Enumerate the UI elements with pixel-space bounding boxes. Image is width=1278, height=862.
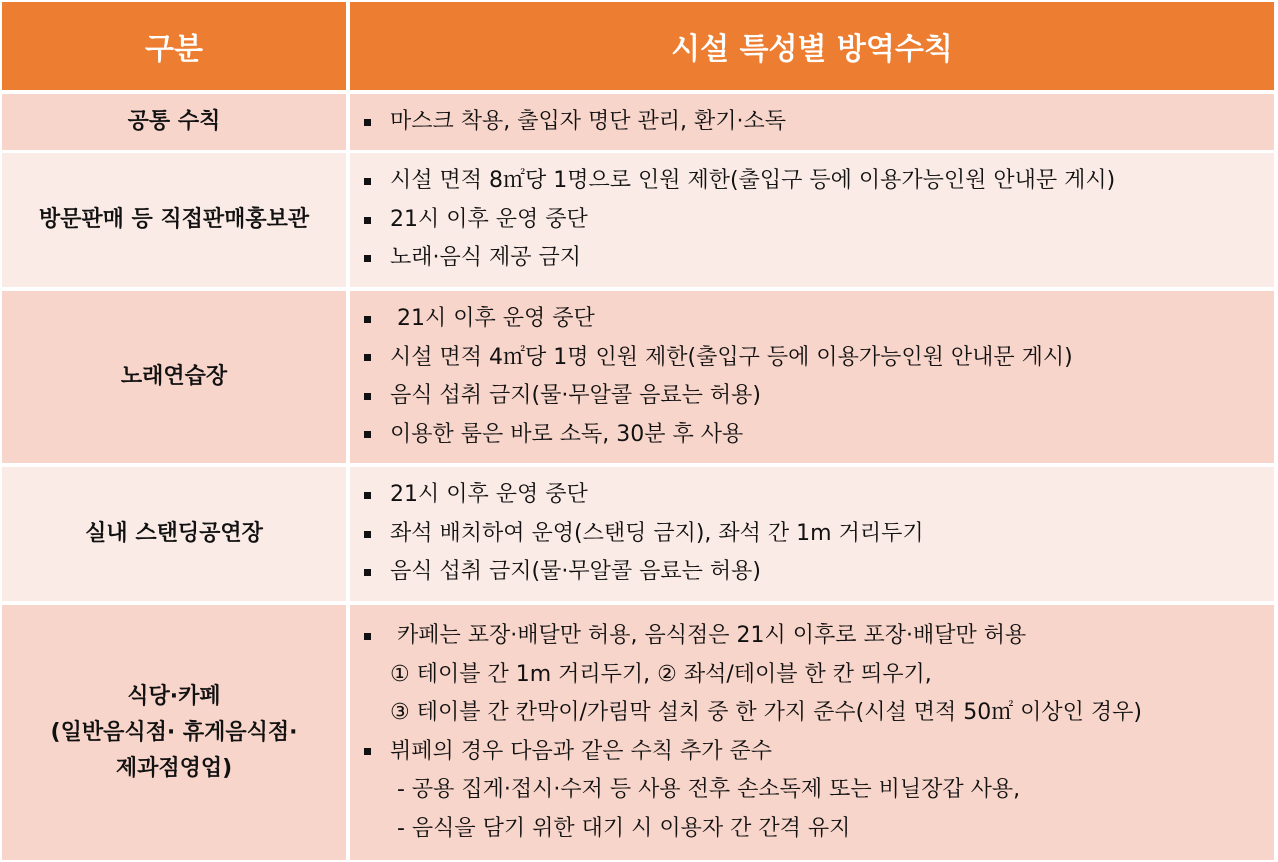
rule-text: 이용한 룸은 바로 소독, 30분 후 사용 <box>390 421 744 447</box>
category-cell <box>2 605 346 860</box>
rules-cell <box>350 605 1274 860</box>
rule-text: 좌석 배치하여 운영(스탠딩 금지), 좌석 간 1m 거리두기 <box>390 520 924 546</box>
category-label: (일반음식점· 휴게음식점· <box>50 719 298 745</box>
rules-cell <box>350 467 1274 601</box>
rule-item <box>362 103 1274 142</box>
rule-item <box>362 300 1274 339</box>
square-bullet-icon <box>364 431 371 438</box>
header-category-label: 구분 <box>145 32 203 67</box>
rule-item <box>362 162 1274 201</box>
rule-text: 21시 이후 운영 중단 <box>390 482 588 508</box>
square-bullet-icon <box>364 633 371 640</box>
table-header-row <box>0 2 1278 90</box>
rule-text: - 공용 집게·접시·수저 등 사용 전후 손소독제 또는 비닐장갑 사용, <box>390 777 1021 802</box>
square-bullet-icon <box>364 316 371 323</box>
rule-subitem <box>362 771 1274 810</box>
category-label: 실내 스탠딩공연장 <box>85 521 263 546</box>
rule-item <box>362 377 1274 416</box>
rule-item <box>362 617 1274 656</box>
category-label: 공통 수칙 <box>127 109 221 134</box>
rule-text: 뷔페의 경우 다음과 같은 수칙 추가 준수 <box>390 738 772 764</box>
rule-subitem <box>362 810 1274 849</box>
table-row-standing-venue <box>0 467 1278 601</box>
rule-text: 21시 이후 운영 중단 <box>390 206 588 232</box>
rules-cell <box>350 291 1274 463</box>
square-bullet-icon <box>364 354 371 361</box>
rules-cell <box>350 153 1274 287</box>
category-label: 제과점영업) <box>115 755 233 781</box>
rule-text: 음식 섭취 금지(물·무알콜 음료는 허용) <box>390 383 761 408</box>
square-bullet-icon <box>364 255 371 262</box>
header-rules-label: 시설 특성별 방역수칙 <box>671 32 953 67</box>
table-row-direct-sales <box>0 153 1278 287</box>
rule-item <box>362 239 1274 278</box>
rule-item <box>362 515 1274 554</box>
table-row-common <box>0 94 1278 150</box>
rule-text: ① 테이블 간 1m 거리두기, ② 좌석/테이블 한 칸 띄우기, <box>390 661 932 687</box>
square-bullet-icon <box>364 748 371 755</box>
category-label: 노래연습장 <box>120 364 228 389</box>
rule-text: - 음식을 담기 위한 대기 시 이용자 간 간격 유지 <box>390 815 851 841</box>
square-bullet-icon <box>364 217 371 224</box>
header-rules-cell <box>350 2 1274 90</box>
header-category-cell <box>2 2 346 90</box>
square-bullet-icon <box>364 393 371 400</box>
rule-item <box>362 553 1274 592</box>
square-bullet-icon <box>364 569 371 576</box>
rule-subitem <box>362 656 1274 695</box>
table-row-karaoke <box>0 291 1278 463</box>
rule-text: 노래·음식 제공 금지 <box>390 245 581 271</box>
rule-item <box>362 733 1274 772</box>
square-bullet-icon <box>364 178 371 185</box>
rule-text: 카페는 포장·배달만 허용, 음식점은 21시 이후로 포장·배달만 허용 <box>390 623 1027 648</box>
category-label: 방문판매 등 직접판매홍보관 <box>38 207 310 232</box>
category-cell <box>2 153 346 287</box>
category-label: 식당·카페 <box>127 683 221 709</box>
rule-text: 21시 이후 운영 중단 <box>390 306 595 331</box>
rule-item <box>362 201 1274 240</box>
rule-text: ③ 테이블 간 칸막이/가림막 설치 중 한 가지 준수(시설 면적 50㎡ 이상인 경우) <box>390 700 1143 725</box>
rule-item <box>362 476 1274 515</box>
rule-text: 시설 면적 4㎡당 1명 인원 제한(출입구 등에 이용가능인원 안내문 게시) <box>390 344 1073 370</box>
rule-text: 마스크 착용, 출입자 명단 관리, 환기·소독 <box>390 108 786 134</box>
rule-text: 음식 섭취 금지(물·무알콜 음료는 허용) <box>390 559 761 585</box>
rules-cell <box>350 94 1274 150</box>
category-cell <box>2 291 346 463</box>
rule-text: 시설 면적 8㎡당 1명으로 인원 제한(출입구 등에 이용가능인원 안내문 게시) <box>390 168 1116 194</box>
category-cell <box>2 467 346 601</box>
category-cell <box>2 94 346 150</box>
square-bullet-icon <box>364 531 371 538</box>
table-row-restaurant-cafe <box>0 605 1278 860</box>
square-bullet-icon <box>364 119 371 126</box>
square-bullet-icon <box>364 492 371 499</box>
rule-item <box>362 416 1274 455</box>
rule-subitem <box>362 694 1274 733</box>
rule-item <box>362 339 1274 378</box>
